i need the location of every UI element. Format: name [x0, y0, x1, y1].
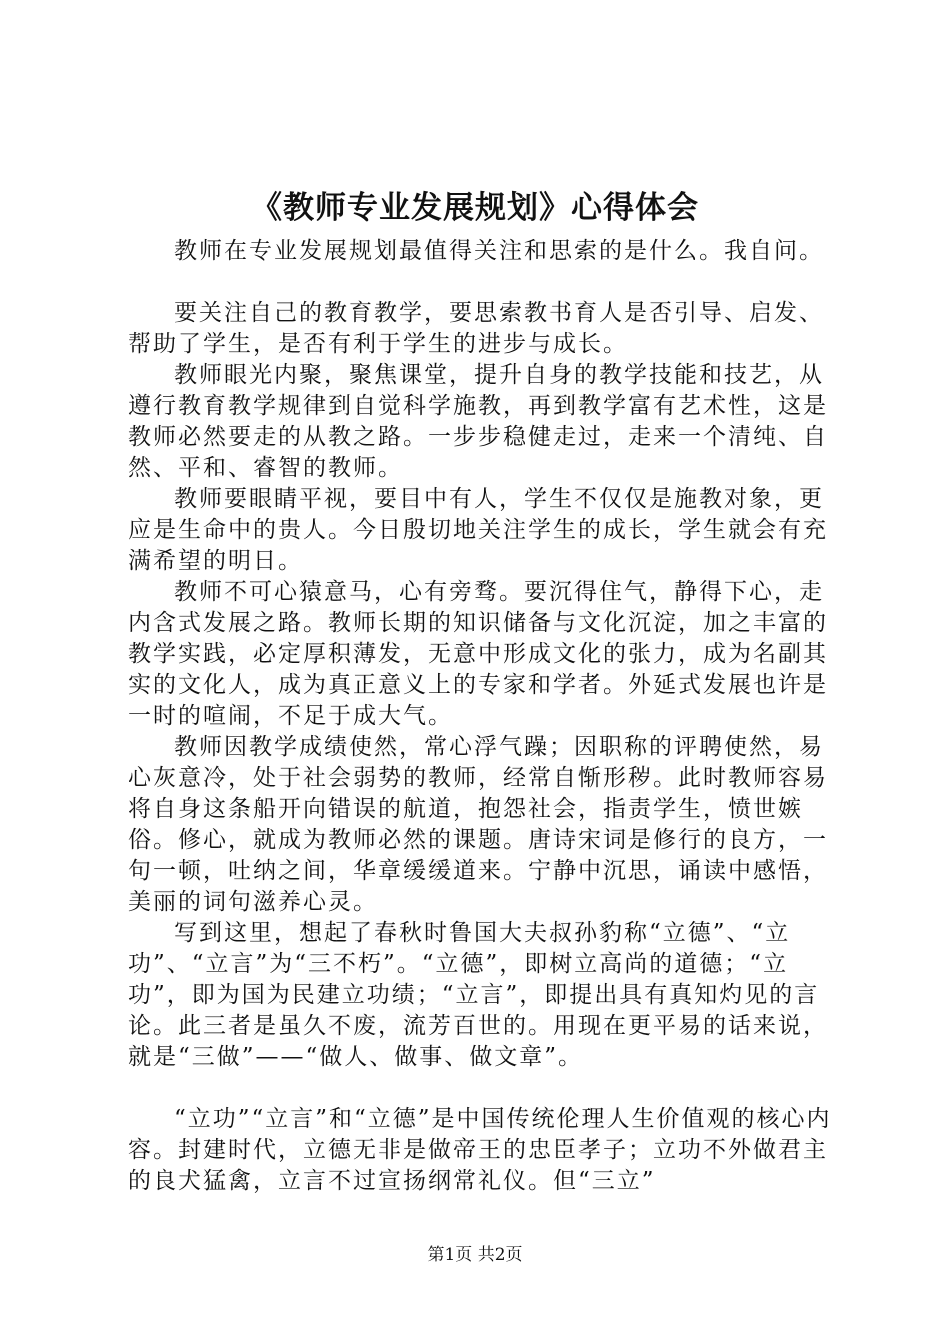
paragraph: 教师因教学成绩使然，常心浮气躁；因职称的评聘使然，易心灰意冷，处于社会弱势的教师，经常自惭形秽。此时教师容易将自身这条船开向错误的航道，抱怨社会，指责学生，愤世嫉俗。修心，就成为教师必然的课题。唐诗宋词是修行的良方，一句一顿，吐纳之间，华章缓缓道来。宁静中沉思，诵读中感悟，美丽的词句滋养心灵。	[128, 734, 828, 915]
document-title: 《教师专业发展规划》心得体会	[251, 190, 699, 226]
document-body	[128, 236, 848, 1197]
paragraph: 要关注自己的教育教学，要思索教书育人是否引导、启发、帮助了学生，是否有利于学生的进步与成长。	[128, 300, 824, 357]
page-number-footer: 第1页 共2页	[427, 1245, 523, 1265]
paragraph: 教师不可心猿意马，心有旁骛。要沉得住气，静得下心，走内含式发展之路。教师长期的知识储备与文化沉淀，加之丰富的教学实践，必定厚积薄发，无意中形成文化的张力，成为名副其实的文化人，成为真正意义上的专家和学者。外延式发展也许是一时的喧闹，不足于成大气。	[128, 579, 828, 729]
paragraph: 写到这里，想起了春秋时鲁国大夫叔孙豹称“立德”、“立功”、“立言”为“三不朽”。“立德”，即树立高尚的道德；“立功”，即为国为民建立功绩；“立言”，即提出具有真知灼见的言论。此三者是虽久不废，流芳百世的。用现在更平易的话来说，就是“三做”——“做人、做事、做文章”。	[128, 920, 828, 1070]
paragraph: 教师眼光内聚，聚焦课堂，提升自身的教学技能和技艺，从遵行教育教学规律到自觉科学施教，再到教学富有艺术性，这是教师必然要走的从教之路。一步步稳健走过，走来一个清纯、自然、平和、睿智的教师。	[128, 362, 828, 481]
paragraph: “立功”“立言”和“立德”是中国传统伦理人生价值观的核心内容。封建时代，立德无非是做帝王的忠臣孝子；立功不外做君主的良犬猛禽，立言不过宣扬纲常礼仪。但“三立”	[128, 1106, 832, 1194]
paragraph: 教师要眼睛平视，要目中有人，学生不仅仅是施教对象，更应是生命中的贵人。今日殷切地关注学生的成长，学生就会有充满希望的明日。	[128, 486, 828, 574]
paragraph: 教师在专业发展规划最值得关注和思索的是什么。我自问。	[174, 238, 824, 264]
